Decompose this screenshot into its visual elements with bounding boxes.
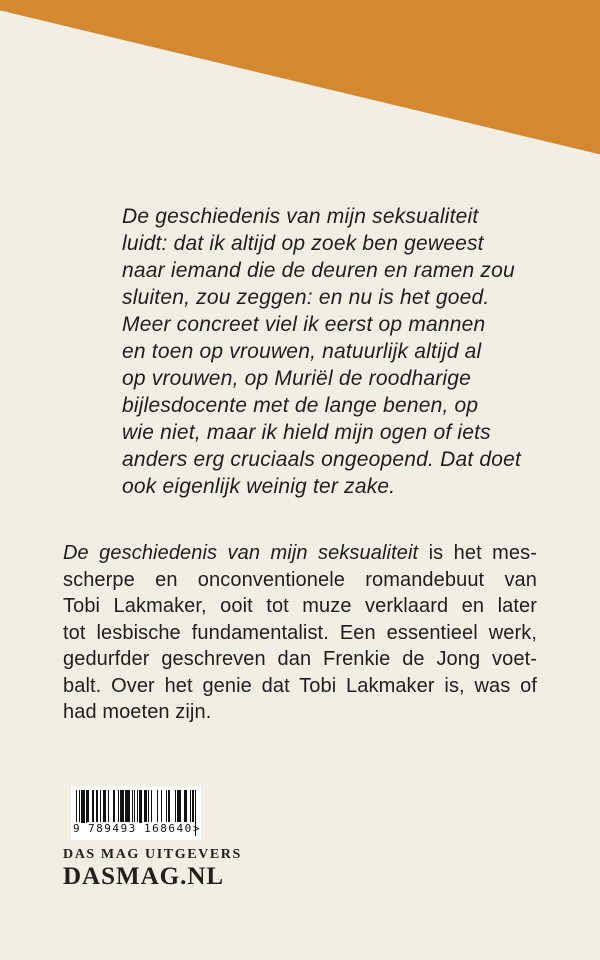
barcode-quiet-zone-arrow: > xyxy=(193,822,200,835)
publisher-block xyxy=(63,847,242,890)
quote-line: anders erg cruciaals ongeopend. Dat doet xyxy=(122,448,522,471)
quote-line: wie niet, maar ik hield mijn ogen of iets xyxy=(122,421,491,444)
quote-line: naar iemand die de deuren en ramen zou xyxy=(122,259,515,282)
quote-line: De geschiedenis van mijn seksualiteit xyxy=(122,205,479,228)
barcode-digit-group-left: 789493 xyxy=(88,822,137,835)
blurb-line: gedurfder geschreven dan Frenkie de Jong voet- xyxy=(63,648,537,670)
publisher-website: DASMAG.NL xyxy=(63,863,225,890)
barcode-digit-group-right: 168640 xyxy=(144,822,193,835)
blurb-line: had moeten zijn. xyxy=(63,701,212,723)
quote-line: en toen op vrouwen, natuurlijk altijd al xyxy=(122,340,482,363)
barcode-lead-digit: 9 xyxy=(73,822,80,835)
quote-line: bijlesdocente met de lange benen, op xyxy=(122,394,479,417)
blurb-line: De geschiedenis van mijn seksualiteit is het mes- xyxy=(63,542,538,564)
barcode xyxy=(71,786,201,840)
blurb-line: scherpe en onconventionele romandebuut van xyxy=(63,568,537,591)
blurb-line: balt. Over het genie dat Tobi Lakmaker is, was of xyxy=(63,674,537,697)
quote-paragraph xyxy=(122,203,572,500)
barcode-digits xyxy=(71,822,201,838)
blurb-line: Tobi Lakmaker, ooit tot muze verklaard en later xyxy=(63,595,537,617)
quote-line: sluiten, zou zeggen: en nu is het goed. xyxy=(122,286,490,309)
blurb-line: tot lesbische fundamentalist. Een essentieel werk, xyxy=(63,621,537,644)
blurb-title-italic: De geschiedenis van mijn seksualiteit xyxy=(63,542,419,564)
blurb-paragraph xyxy=(63,540,537,726)
quote-line: Meer concreet viel ik eerst op mannen xyxy=(122,313,486,336)
quote-line: op vrouwen, op Muriël de roodharige xyxy=(122,367,472,390)
publisher-imprint: DAS MAG UITGEVERS xyxy=(63,847,242,862)
quote-line: luidt: dat ik altijd op zoek ben geweest xyxy=(122,232,484,255)
orange-wedge-graphic xyxy=(0,0,600,160)
quote-line: ook eigenlijk weinig ter zake. xyxy=(122,475,396,498)
